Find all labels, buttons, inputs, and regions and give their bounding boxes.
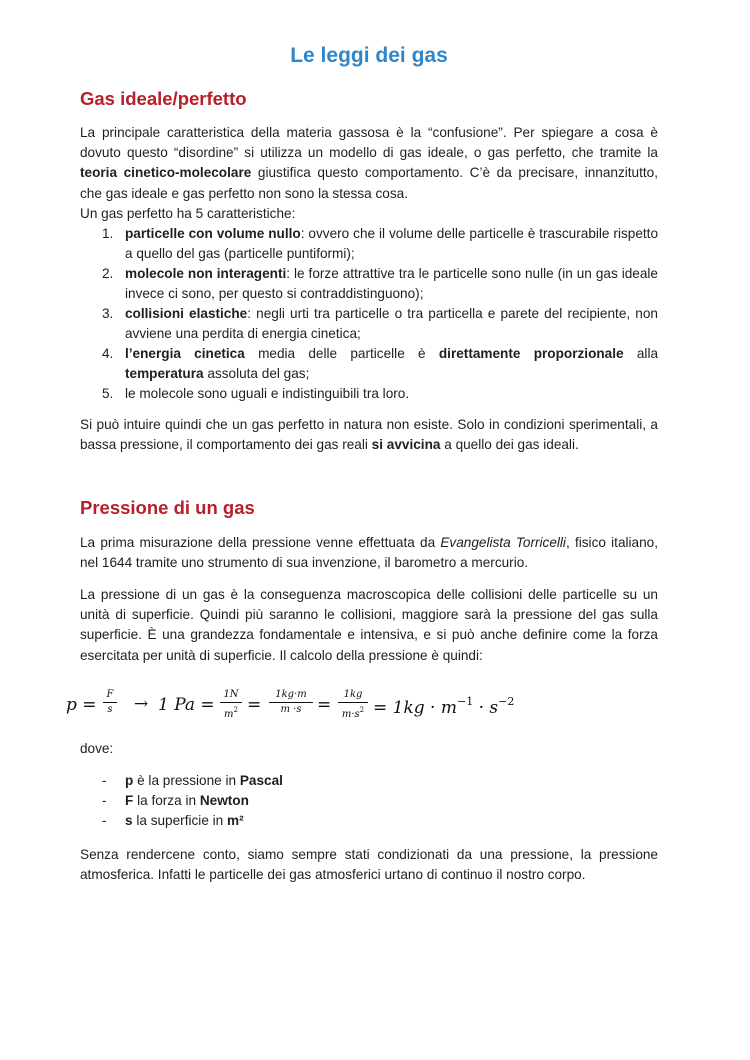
section-heading-gas-ideale: Gas ideale/perfetto: [80, 88, 247, 109]
fraction-kg-m: 1kg·m m ·s: [269, 689, 313, 716]
fraction-kg: 1kg $m\cdot s^2$: [338, 689, 368, 721]
list-item: - s la superficie in m²: [102, 813, 244, 828]
characteristics-list: [80, 224, 658, 404]
list-item: 3. collisioni elastiche: negli urti tra particelle o tra particella e parete del recipiente, non avviene una perdita di energia cinetica;: [102, 306, 658, 341]
list-item: 4. l’energia cinetica media delle particelle è direttamente proporzionale alla temperatura assoluta del gas;: [102, 346, 659, 381]
list-item: - F la forza in Newton: [102, 793, 249, 808]
fraction-f-over-s: F s: [103, 689, 117, 716]
closing-paragraph-1: Si può intuire quindi che un gas perfetto in natura non esiste. Solo in condizioni sperimentali, a bassa pressione, il comportamento dei gas reali si avvicina a quello dei gas ideali.: [80, 417, 658, 453]
fraction-newton: 1N $m^2$: [220, 689, 242, 721]
section-heading-pressione: Pressione di un gas: [80, 497, 255, 518]
page-title: Le leggi dei gas: [290, 44, 448, 67]
units-list: [80, 771, 658, 831]
list-intro: Un gas perfetto ha 5 caratteristiche:: [80, 206, 296, 221]
closing-paragraph-2: Senza rendercene conto, siamo sempre stati condizionati da una pressione, la pressione atmosferica. Infatti le particelle dei gas atmosferici urtano di continuo il nostro corpo.: [80, 847, 658, 883]
list-item: 5. le molecole sono uguali e indistinguibili tra loro.: [102, 386, 410, 401]
pressure-definition-paragraph: La pressione di un gas è la conseguenza macroscopica delle collisioni delle particelle su un unità di superficie. Quindi più saranno le collisioni, maggiore sarà la pressione del gas sulla superficie. È una grandezza fondamentale e intensiva, e si può anche definire come la forza esercitata per unità di superficie. Il calcolo della pressione è quindi:: [80, 587, 658, 663]
dove-label: dove:: [80, 741, 114, 756]
torricelli-paragraph: La prima misurazione della pressione venne effettuata da Evangelista Torricelli, fisico italiano, nel 1644 tramite uno strumento di sua invenzione, il barometro a mercurio.: [80, 535, 658, 571]
pressure-formula: p = F s → 1 Pa = 1N $m^2$ = 1kg·m m ·s = 1kg $m\cdot s^2$ = $1kg \cdot m^{-1} \cdot s^{-2}$: [66, 689, 515, 720]
list-item: - p è la pressione in Pascal: [102, 773, 283, 788]
intro-paragraph: La principale caratteristica della materia gassosa è la “confusione”. Per spiegare a cosa è dovuto questo “disordine” si utilizza un modello di gas ideale, o gas perfetto, che tramite la teoria cinetico-molecolare giustifica questo comportamento. C’è da precisare, innanzitutto, che gas ideale e gas perfetto non sono la stessa cosa.: [80, 125, 659, 201]
list-item: 1. particelle con volume nullo: ovvero che il volume delle particelle è trascurabile rispetto a quello del gas (particelle puntiformi);: [102, 226, 658, 261]
list-item: 2. molecole non interagenti: le forze attrattive tra le particelle sono nulle (in un gas ideale invece ci sono, per questo si contraddistinguono);: [102, 266, 658, 301]
